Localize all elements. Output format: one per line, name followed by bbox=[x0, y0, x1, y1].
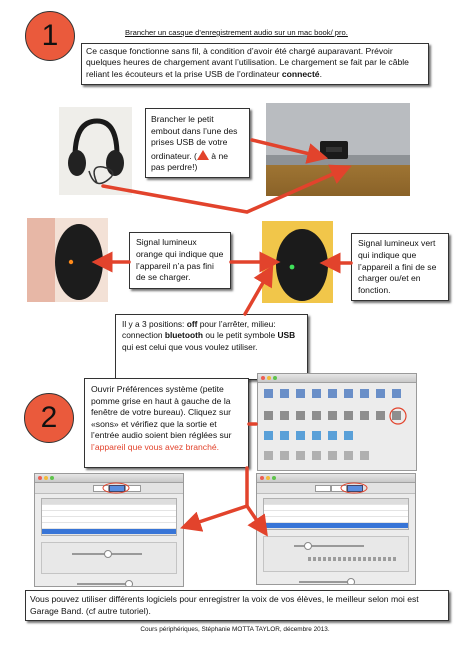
footer: Cours périphériques, Stéphanie MOTTA TAYLOR, décembre 2013. bbox=[140, 626, 330, 633]
positions-bluetooth: bluetooth bbox=[164, 330, 203, 341]
positions-text-4: qui est celui que vous voulez utiliser. bbox=[122, 341, 258, 352]
positions-text-3: ou le petit symbole bbox=[203, 330, 278, 341]
conclusion-text: Vous pouvez utiliser différents logiciels pour enregistrer la voix de vos élèves, le meilleur selon moi est Garage Band. (cf autre tutoriel). bbox=[30, 594, 419, 616]
intro-bold-text: connecté bbox=[281, 68, 320, 79]
preferences-text: Ouvrir Préférences système (petite pomme grise en haut à gauche de la fenêtre de votre bureau). Cliquez sur «sons» et vérifiez que la sortie et l’entrée audio soient bien réglées sur bbox=[91, 384, 232, 441]
intro-text: Ce casque fonctionne sans fil, à condition d’avoir été chargé auparavant. Prévoir quelques heures de chargement avant l’utilisation. Le chargement se fait par le câble reliant les écouteurs et la prise USB de l’ordinateur bbox=[86, 46, 409, 79]
plug-text: Brancher le petit embout dans l’une des prises USB de votre ordinateur. bbox=[151, 114, 238, 161]
green-signal-text: Signal lumineux vert qui indique que l’appareil a fini de se charger ou/et en fonction. bbox=[358, 238, 437, 296]
orange-signal-text: Signal lumineux orange qui indique que l’appareil n’a pas fini de se charger. bbox=[136, 237, 224, 283]
step-1-title: Brancher un casque d’enregistrement audio sur un mac book/ pro. bbox=[125, 28, 348, 37]
positions-off: off bbox=[186, 319, 198, 329]
step-2-number: 2 bbox=[40, 401, 58, 434]
step-1-number: 1 bbox=[41, 19, 59, 52]
positions-text-1: Il y a 3 positions: bbox=[122, 319, 187, 329]
positions-text-2: pour l’arrêter, milieu: connection bbox=[122, 319, 276, 341]
warning-open: ( bbox=[194, 150, 197, 161]
preferences-red-text: l’appareil que vous avez branché. bbox=[91, 441, 220, 452]
intro-end-text: . bbox=[319, 68, 322, 79]
conclusion-box bbox=[25, 590, 449, 621]
positions-usb: USB bbox=[277, 330, 296, 341]
warning-text: à ne pas perdre!) bbox=[151, 150, 229, 173]
